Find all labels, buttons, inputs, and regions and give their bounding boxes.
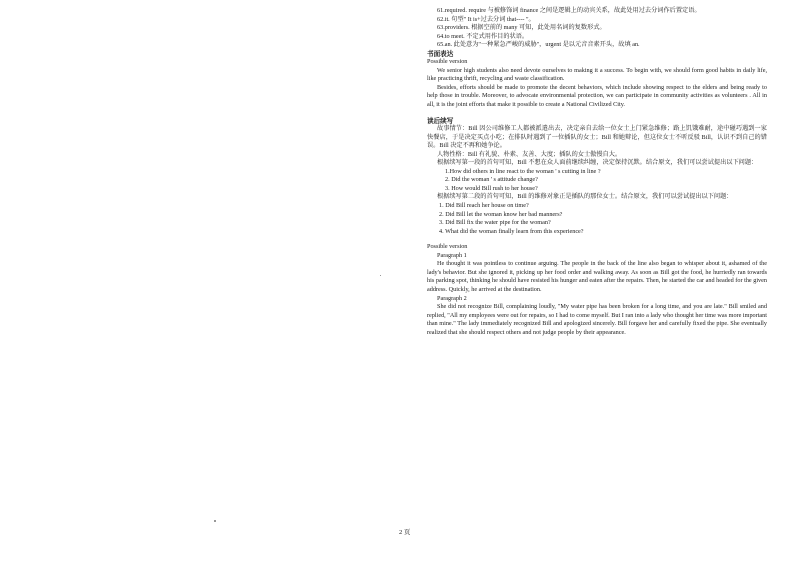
question-item: 3. How would Bill rush to her house? [445, 184, 538, 192]
continuation-heading: 读后续写 [427, 116, 454, 125]
answer-64: 64.to meet. 不定式用作目的状语。 [437, 32, 529, 40]
question-item: 2. Did the woman ' s attitude change? [445, 176, 538, 184]
page-number: 2 页 [399, 529, 411, 536]
para1-intro: 根据续写第一段的首句可知，Bill 不想在众人面前继续纠缠，决定保持沉默。结合原文，我们可以尝试提出以下问题： [437, 159, 758, 167]
question-item: 2. Did Bill let the woman know her bad manners? [439, 210, 563, 218]
text-column [427, 7, 767, 337]
paragraph2-label: Paragraph 2 [437, 294, 467, 302]
continuation-version-label: Possible version [427, 243, 468, 251]
writing-paragraph: Besides, efforts should be made to promote the decent behaviors, which include showing respect to the elders and being ready to help those in trouble. Moreover, to advocate environmental protection, we can participate in community activities as volunteers . All in all, it is the joint efforts that make it possible to create a National Civilized City. [427, 83, 767, 109]
scan-speck [380, 275, 381, 276]
character-summary: 人物性格：Bill 有礼貌、朴素、友善、大度；插队的女士傲慢自大。 [437, 150, 622, 158]
answer-63: 63.providers. 根据空前的 many 可知，此处用名词的复数形式。 [437, 24, 606, 32]
question-item: 1. Did Bill reach her house on time? [439, 202, 529, 210]
answer-65: 65.an. 此处意为"一种紧急严峻的威胁"，urgent 是以元音音素开头，故填 an. [437, 41, 640, 49]
writing-paragraph: We senior high students also need devote ourselves to making it a success. To begin with, we should form good habits in daily life, like practicing thrift, recycling and waste classification. [427, 66, 767, 83]
answer-62: 62.it. 句型" It is+过去分词 that---- "。 [437, 15, 535, 23]
answer-notes [427, 7, 767, 50]
paragraph1-text: He thought it was pointless to continue arguing. The people in the back of the line also began to whisper about it, ashamed of the lady's behavior. But she ignored it, picking up her food order and walking away. As soon as Bill got the food, he hurriedly ran towards his parking spot, thinking he should have resisted his hunger and eaten after the repairs. Then, he started the car and headed for the given address. Quickly, he arrived at the destination. [427, 260, 767, 293]
writing-heading: 书面表达 [427, 49, 454, 58]
story-summary: 故事情节：Bill 因公司维修工人都被派遣出去，决定亲自去给一位女士上门紧急维修；路上饥饿难耐，途中碰巧遇到一家快餐店，于是决定买点小吃；在排队时遇到了一位插队的女士；Bill 和她辩论，但这位女士不听反驳 Bill，认识不到自己的错误。Bill 决定不再和她争论。 [427, 125, 767, 150]
paragraph2-text: She did not recognize Bill, complaining loudly, "My water pipe has been broken for a long time, and you are late." Bill smiled and replied, "All my employees were out for repairs, so I had to come myself. But I ran into a lady who thought her time was more important than mine." The lady immediately recognized Bill and apologized sincerely. Bill forgave her and carefully fixed the pipe. She eventually realized that she should respect others and not judge people by their appearance. [427, 303, 767, 336]
para2-intro: 根据续写第二段的首句可知，Bill 的维修对象正是插队的那位女士。结合原文，我们可以尝试提出以下问题： [437, 193, 733, 201]
scan-speck [214, 520, 216, 522]
writing-version-label: Possible version [427, 58, 468, 66]
paragraph1-label: Paragraph 1 [437, 251, 467, 259]
question-item: 4. What did the woman finally learn from this experience? [439, 227, 584, 235]
question-item: 1.How did others in line react to the woman ' s cutting in line ? [445, 167, 601, 175]
question-item: 3. Did Bill fix the water pipe for the woman? [439, 219, 551, 227]
answer-61: 61.required. require 与被修饰词 finance 之间是逻辑上的动宾关系，故此处用过去分词作后置定语。 [437, 7, 701, 14]
